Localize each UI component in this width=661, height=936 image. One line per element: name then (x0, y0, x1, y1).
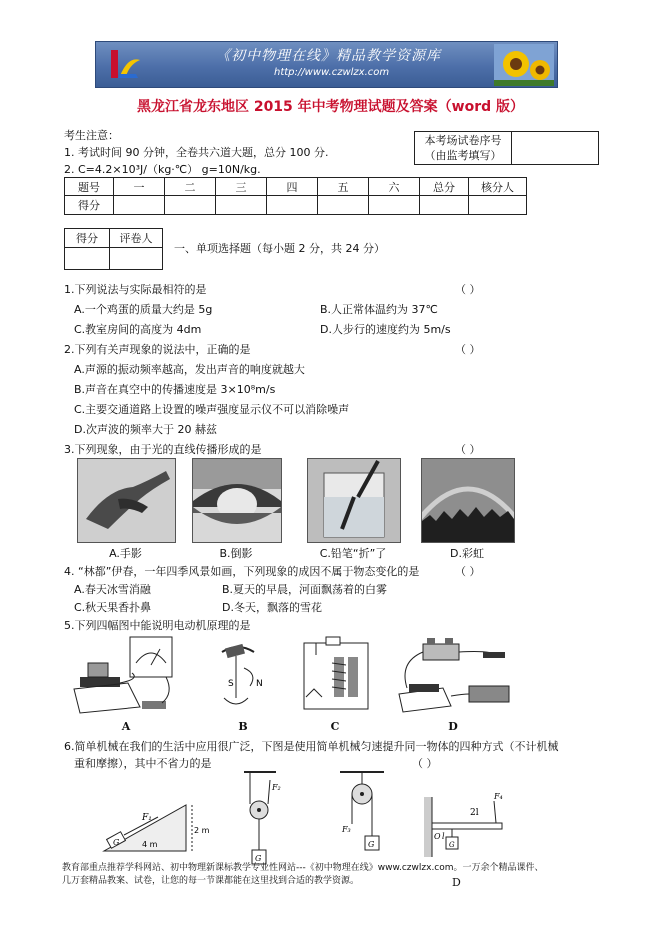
q2-option-c: C.主要交通道路上设置的噪声强度显示仪不可以消除噪声 (74, 403, 350, 416)
q1-option-a: A.一个鸡蛋的质量大约是 5g (74, 303, 213, 316)
score-header-cell: 核分人 (469, 178, 527, 196)
notice-line-2: 2. C=4.2×10³J/（kg·℃） g=10N/kg. (64, 163, 261, 176)
q2-option-d: D.次声波的频率大于 20 赫兹 (74, 423, 217, 436)
q6-a-weight: G (113, 838, 120, 847)
seat-label-line-2: （由监考填写） (424, 149, 502, 162)
q4-stem: 4. “林都”伊春，一年四季风景如画，下列现象的成因不属于物态变化的是 (64, 565, 420, 578)
score-cell (267, 196, 318, 215)
q1-stem: 1.下列说法与实际最相符的是 (64, 283, 207, 296)
q4-option-d: D.冬天，飘落的雪花 (222, 601, 322, 614)
bridge-reflection-photo (192, 458, 282, 543)
score-table (64, 177, 527, 215)
score-cell (165, 196, 216, 215)
hand-shadow-photo (77, 458, 176, 543)
site-logo-icon (108, 46, 142, 82)
pencil-in-water-photo (307, 458, 401, 543)
q5-figure-a (70, 633, 182, 718)
q3-option-a: A.手影 (109, 547, 142, 560)
header-banner (95, 41, 558, 88)
q6-figure-lever (424, 785, 508, 861)
q2-answer-paren: （ ） (455, 343, 481, 356)
q6-answer-paren: （ ） (412, 757, 438, 770)
notice-line-1: 1. 考试时间 90 分钟，全卷共六道大题，总分 100 分. (64, 146, 329, 159)
q3-answer-paren: （ ） (455, 443, 481, 456)
q1-option-c: C.教室房间的高度为 4dm (74, 323, 202, 336)
q5-label-d: D (448, 720, 458, 733)
q2-option-b: B.声音在真空中的传播速度是 3×10⁸m/s (74, 383, 276, 396)
q6-d-force: F₄ (494, 792, 503, 801)
score-cell (420, 196, 469, 215)
q6-a-length: 4 m (142, 840, 158, 849)
section-heading: 一、单项选择题（每小题 2 分，共 24 分） (174, 242, 385, 255)
q5-label-b: B (238, 720, 248, 733)
q6-figure-inclined-plane (100, 795, 210, 857)
score-cell (318, 196, 369, 215)
q6-d-length-2l: 2l (470, 808, 479, 818)
score-header-cell: 题号 (65, 178, 114, 196)
q1-answer-paren: （ ） (455, 283, 481, 296)
score-cell (469, 196, 527, 215)
q1-option-d: D.人步行的速度约为 5m/s (320, 323, 451, 336)
q3-option-b: B.倒影 (219, 547, 253, 560)
score-header-cell: 总分 (420, 178, 469, 196)
seat-number-cell (512, 132, 599, 165)
q3-stem: 3.下列现象，由于光的直线传播形成的是 (64, 443, 262, 456)
grader-name-label: 评卷人 (110, 229, 163, 248)
q5-b-pole-s: S (228, 679, 234, 689)
score-cell (114, 196, 165, 215)
grader-name-cell (110, 248, 163, 270)
q5-figure-c (298, 635, 374, 715)
banner-title: 《初中物理在线》精品教学资源库 (216, 48, 441, 64)
q6-stem-line-1: 6.简单机械在我们的生活中应用很广泛，下图是使用简单机械匀速提升同一物体的四种方式（不计机械 (64, 740, 559, 753)
q6-c-weight: G (368, 840, 375, 849)
seat-label-line-1: 本考场试卷序号 (424, 134, 502, 147)
q5-b-pole-n: N (256, 679, 263, 689)
score-cell (369, 196, 420, 215)
q6-a-height: 2 m (194, 826, 210, 835)
q6-label-d: D (452, 876, 461, 889)
score-header-cell: 五 (318, 178, 369, 196)
q2-option-a: A.声源的振动频率越高，发出声音的响度就越大 (74, 363, 305, 376)
grader-box (64, 228, 163, 270)
q6-figure-fixed-pulley (338, 770, 390, 858)
sunflower-image (494, 44, 554, 86)
q6-d-pivot: O (434, 832, 441, 841)
footer-line-1: 教育部重点推荐学科网站、初中物理新课标教学专业性网站---《初中物理在线》www.czwlzx.com。一万余个精品课件、 (62, 863, 544, 873)
seat-number-label (415, 132, 512, 165)
q5-figure-b (208, 638, 270, 716)
q1-option-b: B.人正常体温约为 37℃ (320, 303, 438, 316)
q6-a-force: F₁ (142, 813, 152, 823)
score-cell (216, 196, 267, 215)
notice-heading: 考生注意： (64, 129, 119, 142)
q6-d-weight: G (449, 841, 455, 849)
grader-score-label: 得分 (65, 229, 110, 248)
q6-b-force: F₂ (272, 783, 281, 792)
banner-url: http://www.czwlzx.com (274, 67, 390, 78)
q2-stem: 2.下列有关声现象的说法中，正确的是 (64, 343, 251, 356)
q6-d-length-l: l (442, 832, 445, 841)
score-header-cell: 一 (114, 178, 165, 196)
score-row-label: 得分 (65, 196, 114, 215)
score-header-cell: 六 (369, 178, 420, 196)
score-header-cell: 四 (267, 178, 318, 196)
q6-figure-movable-pulley (242, 770, 282, 868)
q5-stem: 5.下列四幅图中能说明电动机原理的是 (64, 619, 251, 632)
q5-label-c: C (330, 720, 340, 733)
q3-option-d: D.彩虹 (450, 547, 484, 560)
footer-line-2: 几万套精品教案、试卷，让您的每一节课都能在这里找到合适的教学资源。 (62, 876, 360, 886)
grader-score-cell (65, 248, 110, 270)
q6-c-force: F₃ (342, 825, 351, 834)
q3-option-c: C.铅笔“折”了 (319, 547, 387, 560)
q6-b-weight: G (255, 854, 262, 863)
rainbow-photo (421, 458, 515, 543)
q4-option-b: B.夏天的早晨，河面飘荡着的白雾 (222, 583, 388, 596)
seat-number-box (414, 131, 599, 165)
q5-figure-d (393, 632, 517, 718)
q5-label-a: A (121, 720, 131, 733)
q6-stem-line-2: 重和摩擦），其中不省力的是 (74, 757, 212, 770)
q4-answer-paren: （ ） (455, 565, 481, 578)
q4-option-a: A.春天冰雪消融 (74, 583, 151, 596)
page-title: 黑龙江省龙东地区 2015 年中考物理试题及答案（word 版） (136, 99, 525, 115)
score-header-cell: 二 (165, 178, 216, 196)
q4-option-c: C.秋天果香扑鼻 (74, 601, 152, 614)
score-header-cell: 三 (216, 178, 267, 196)
page-footer (62, 862, 602, 888)
